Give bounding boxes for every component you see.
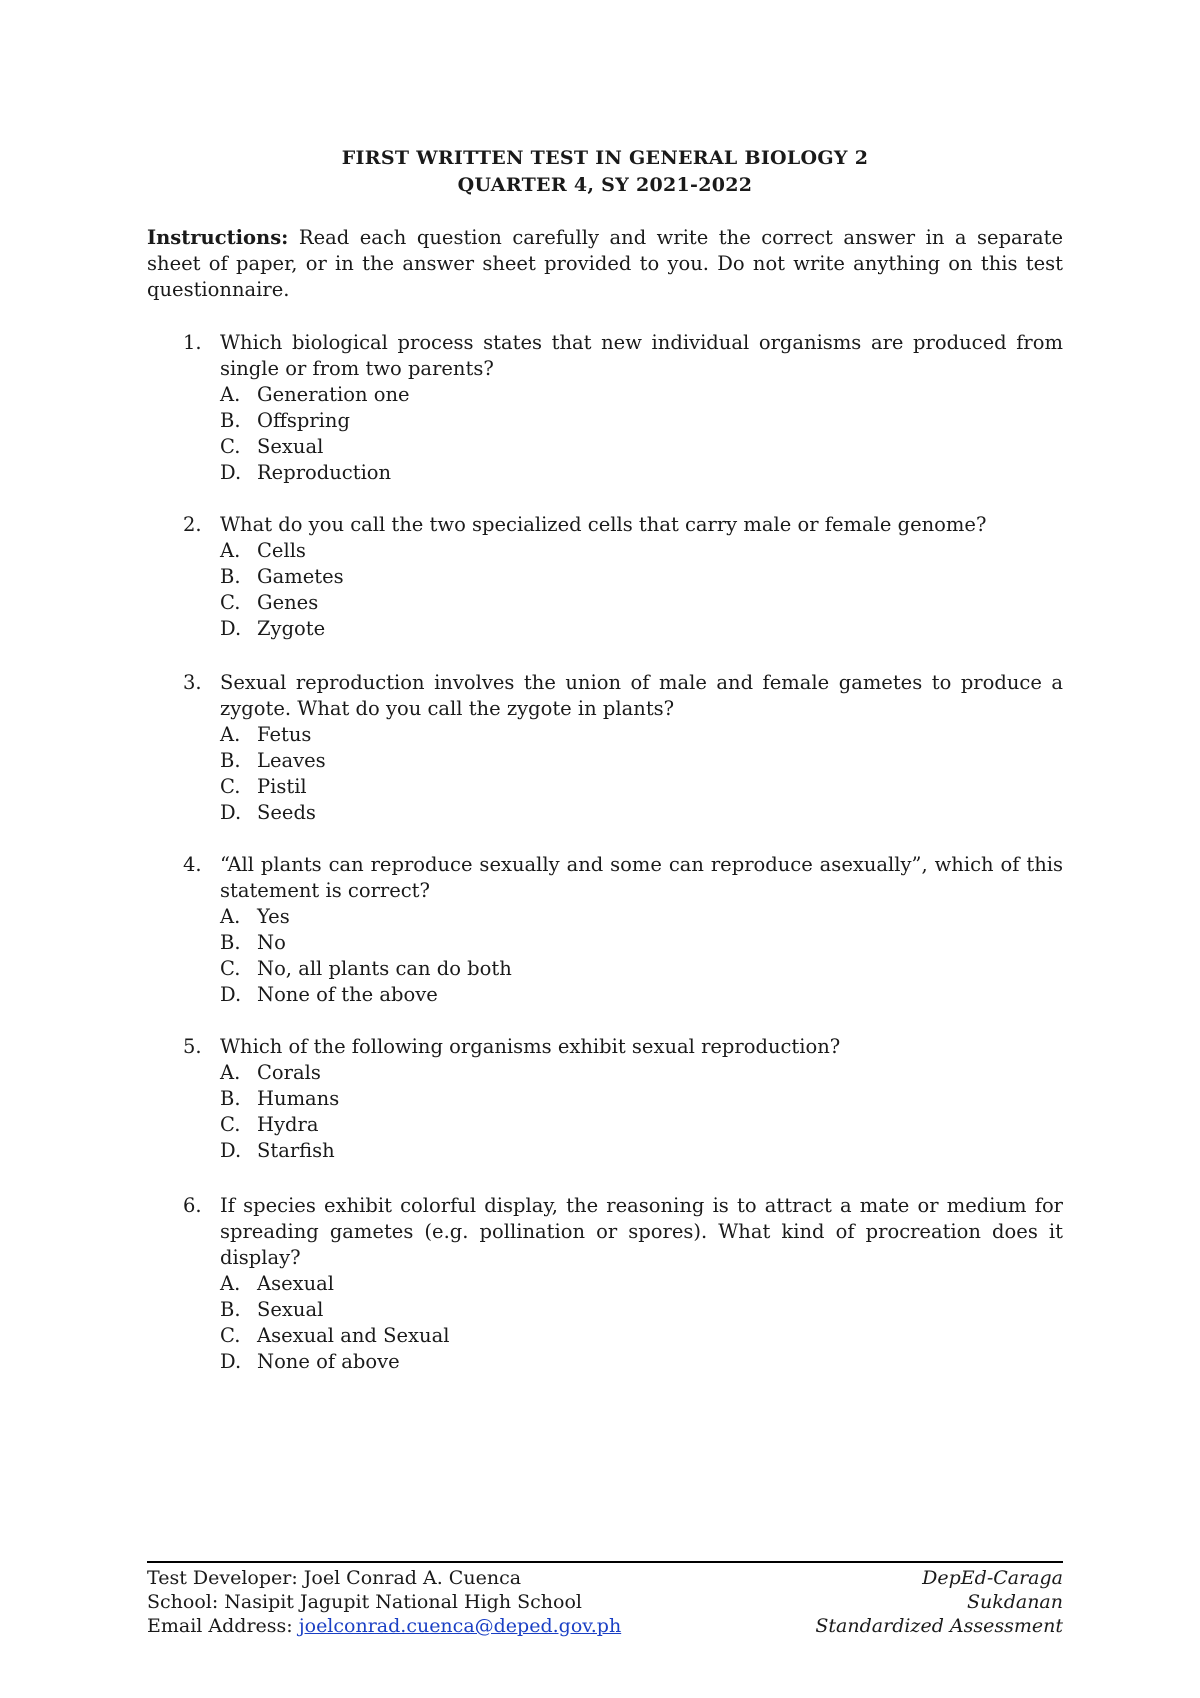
option-b [220, 748, 1063, 774]
option-text: Cells [257, 539, 306, 562]
option-b [220, 1297, 1063, 1323]
instructions-text: Read each question carefully and write the correct answer in a separate sheet of paper, or in the answer sheet provided to you. Do not write anything on this test questionnaire. [147, 226, 1063, 301]
test-page [147, 0, 1063, 1698]
option-letter: A. [220, 723, 241, 746]
option-text: Asexual [257, 1272, 335, 1295]
question-number: 3. [183, 671, 202, 694]
option-letter: D. [220, 1139, 242, 1162]
option-text: Starfish [257, 1139, 335, 1162]
question-stem: If species exhibit colorful display, the reasoning is to attract a mate or medium for spreading gametes (e.g. pollination or spores). What kind of procreation does it display? [220, 1194, 1063, 1269]
option-letter: C. [220, 1324, 241, 1347]
option-letter: C. [220, 957, 241, 980]
option-text: Generation one [257, 383, 410, 406]
option-c [220, 590, 1063, 616]
option-d [220, 616, 1063, 642]
option-text: Seeds [257, 801, 316, 824]
option-letter: C. [220, 1113, 241, 1136]
option-b [220, 930, 1063, 956]
question-4 [147, 852, 1063, 1008]
option-c [220, 774, 1063, 800]
question-stem: Sexual reproduction involves the union of male and female gametes to produce a zygote. What do you call the zygote in plants? [220, 671, 1063, 720]
question-number: 5. [183, 1035, 202, 1058]
option-a [220, 904, 1063, 930]
option-letter: A. [220, 1272, 241, 1295]
option-text: Corals [257, 1061, 321, 1084]
option-letter: D. [220, 461, 242, 484]
option-text: No, all plants can do both [257, 957, 512, 980]
question-number: 6. [183, 1194, 202, 1217]
option-text: None of above [257, 1350, 400, 1373]
option-d [220, 1349, 1063, 1375]
question-number: 1. [183, 331, 202, 354]
option-d [220, 460, 1063, 486]
option-text: Zygote [257, 617, 326, 640]
option-letter: D. [220, 1350, 242, 1373]
footer-school: School: Nasipit Jagupit National High School [147, 1591, 582, 1613]
option-b [220, 1086, 1063, 1112]
question-3 [147, 670, 1063, 826]
option-a [220, 722, 1063, 748]
option-text: Pistil [257, 775, 307, 798]
option-text: Offspring [257, 409, 350, 432]
option-text: Reproduction [257, 461, 392, 484]
option-c [220, 1323, 1063, 1349]
footer-divider [147, 1561, 1063, 1563]
option-text: Leaves [257, 749, 326, 772]
option-d [220, 1138, 1063, 1164]
question-2 [147, 512, 1063, 642]
option-c [220, 1112, 1063, 1138]
option-text: Sexual [257, 1298, 324, 1321]
option-text: Genes [257, 591, 319, 614]
option-a [220, 1060, 1063, 1086]
option-letter: A. [220, 1061, 241, 1084]
question-stem: Which biological process states that new individual organisms are produced from single or from two parents? [220, 331, 1063, 380]
option-text: No [257, 931, 286, 954]
question-1 [147, 330, 1063, 486]
option-letter: B. [220, 1087, 241, 1110]
option-text: Asexual and Sexual [257, 1324, 450, 1347]
footer-program: Sukdanan [966, 1591, 1063, 1613]
option-letter: A. [220, 383, 241, 406]
question-number: 4. [183, 853, 202, 876]
option-letter: D. [220, 617, 242, 640]
footer-developer: Test Developer: Joel Conrad A. Cuenca [147, 1567, 522, 1589]
footer-assessment: Standardized Assessment [815, 1615, 1063, 1637]
option-text: Yes [257, 905, 290, 928]
document-subtitle: QUARTER 4, SY 2021-2022 [457, 174, 753, 196]
option-letter: D. [220, 983, 242, 1006]
option-letter: B. [220, 1298, 241, 1321]
option-letter: A. [220, 539, 241, 562]
option-c [220, 956, 1063, 982]
footer [147, 1566, 1063, 1638]
question-6 [147, 1193, 1063, 1375]
footer-email-link[interactable]: joelconrad.cuenca@deped.gov.ph [298, 1615, 622, 1637]
footer-email-label: Email Address: [147, 1615, 299, 1637]
option-letter: A. [220, 905, 241, 928]
footer-org: DepEd-Caraga [922, 1567, 1063, 1589]
option-b [220, 564, 1063, 590]
instructions-paragraph [147, 225, 1063, 303]
option-a [220, 382, 1063, 408]
option-letter: B. [220, 409, 241, 432]
option-text: Sexual [257, 435, 324, 458]
question-stem: What do you call the two specialized cells that carry male or female genome? [220, 513, 987, 536]
option-letter: C. [220, 775, 241, 798]
option-b [220, 408, 1063, 434]
document-title: FIRST WRITTEN TEST IN GENERAL BIOLOGY 2 [341, 147, 869, 169]
footer-email-line [147, 1614, 621, 1638]
option-letter: C. [220, 591, 241, 614]
option-text: Fetus [257, 723, 312, 746]
option-letter: D. [220, 801, 242, 824]
option-text: Hydra [257, 1113, 319, 1136]
question-number: 2. [183, 513, 202, 536]
option-letter: B. [220, 749, 241, 772]
option-letter: C. [220, 435, 241, 458]
instructions-label: Instructions: [147, 226, 289, 249]
option-text: Gametes [257, 565, 344, 588]
option-letter: B. [220, 931, 241, 954]
option-a [220, 1271, 1063, 1297]
option-letter: B. [220, 565, 241, 588]
option-text: Humans [257, 1087, 340, 1110]
option-d [220, 982, 1063, 1008]
question-stem: “All plants can reproduce sexually and some can reproduce asexually”, which of this statement is correct? [220, 853, 1063, 902]
option-a [220, 538, 1063, 564]
question-stem: Which of the following organisms exhibit sexual reproduction? [220, 1035, 841, 1058]
option-c [220, 434, 1063, 460]
question-5 [147, 1034, 1063, 1164]
option-text: None of the above [257, 983, 438, 1006]
option-d [220, 800, 1063, 826]
